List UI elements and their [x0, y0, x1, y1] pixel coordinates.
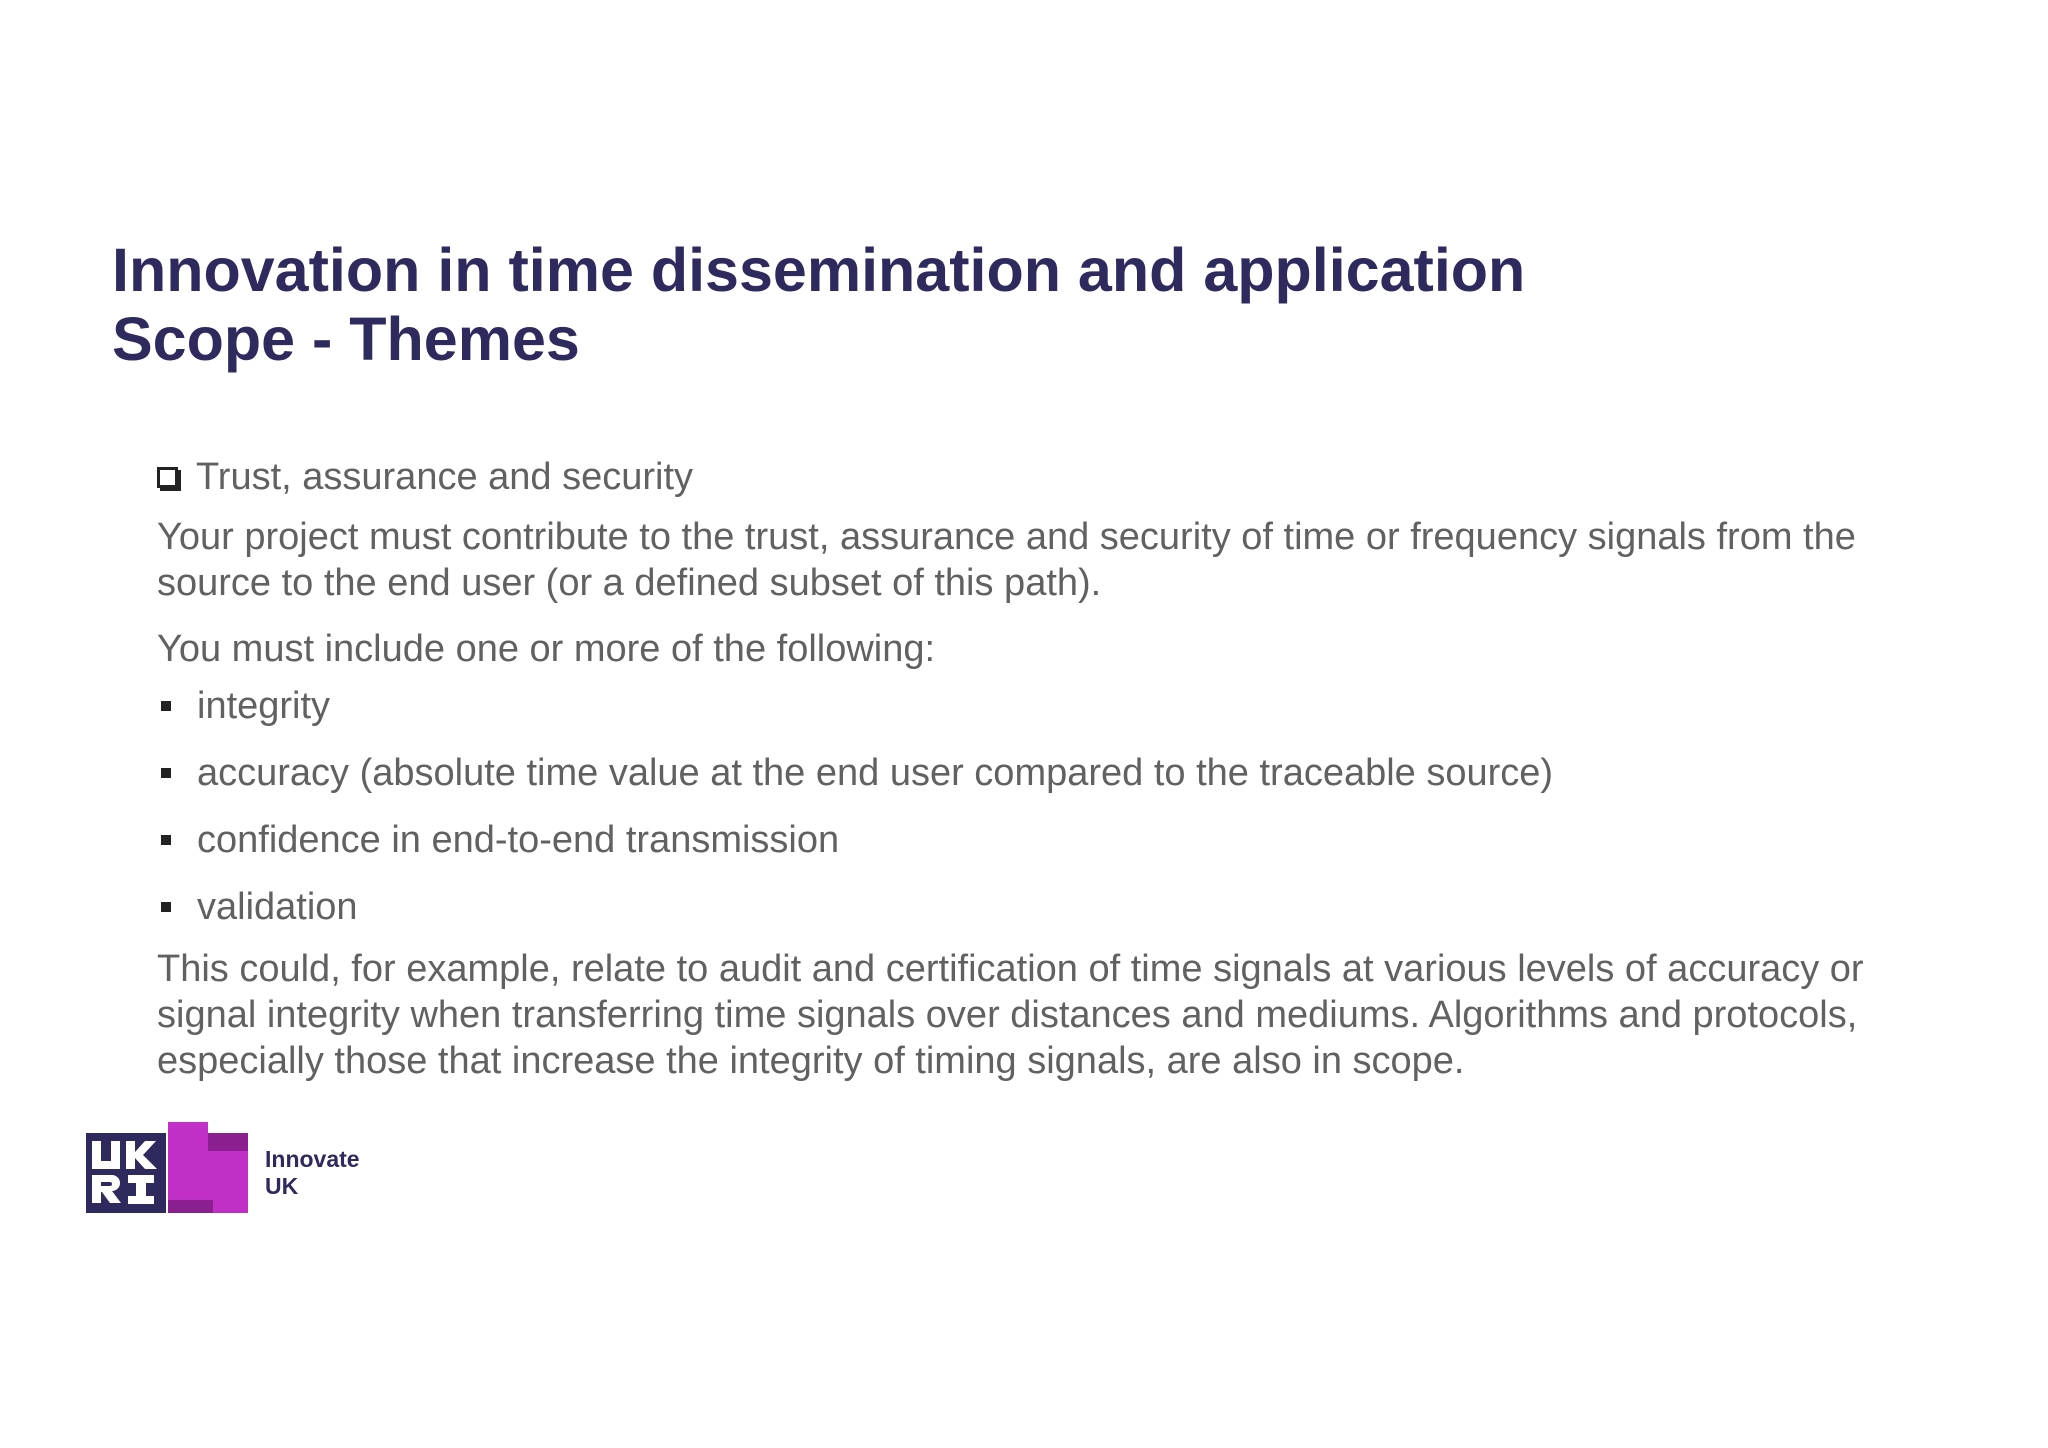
slide-body — [157, 448, 1937, 1104]
list-intro: You must include one or more of the following: — [157, 628, 936, 670]
list-item — [157, 672, 1937, 739]
list-item — [157, 806, 1937, 873]
list-item-text: integrity — [197, 684, 331, 727]
logo-line-2: UK — [265, 1173, 299, 1199]
theme-heading — [157, 448, 1937, 506]
requirements-list — [157, 672, 1937, 940]
list-item-text: validation — [197, 885, 358, 928]
square-bullet-icon — [161, 835, 171, 845]
list-item-text: confidence in end-to-end transmission — [197, 818, 840, 861]
logo-wordmark — [265, 1146, 360, 1200]
list-item — [157, 873, 1937, 940]
theme-heading-text: Trust, assurance and security — [196, 456, 694, 498]
intro-paragraph: Your project must contribute to the trust, assurance and security of time or frequency signals from the source to the end user (or a defined subset of this path). — [157, 516, 1856, 604]
logo-purple-step-bottom — [168, 1200, 213, 1213]
title-line-2: Scope - Themes — [112, 305, 580, 373]
closing-paragraph: This could, for example, relate to audit and certification of time signals at various levels of accuracy or signal integrity when transferring time signals over distances and mediums. Algorithms and protocols, especially those that increase the integrity of timing signals, are also in scope. — [157, 948, 1864, 1082]
slide-title — [112, 236, 1525, 374]
list-item — [157, 739, 1937, 806]
logo-purple-step-top — [208, 1133, 248, 1151]
square-bullet-icon — [161, 902, 171, 912]
logo-magenta-block — [168, 1122, 208, 1213]
logo-line-1: Innovate — [265, 1146, 360, 1172]
list-item-text: accuracy (absolute time value at the end user compared to the traceable source) — [197, 751, 1554, 794]
title-line-1: Innovation in time dissemination and application — [112, 236, 1526, 304]
square-bullet-icon — [161, 701, 171, 711]
checkbox-icon — [157, 467, 178, 488]
square-bullet-icon — [161, 768, 171, 778]
